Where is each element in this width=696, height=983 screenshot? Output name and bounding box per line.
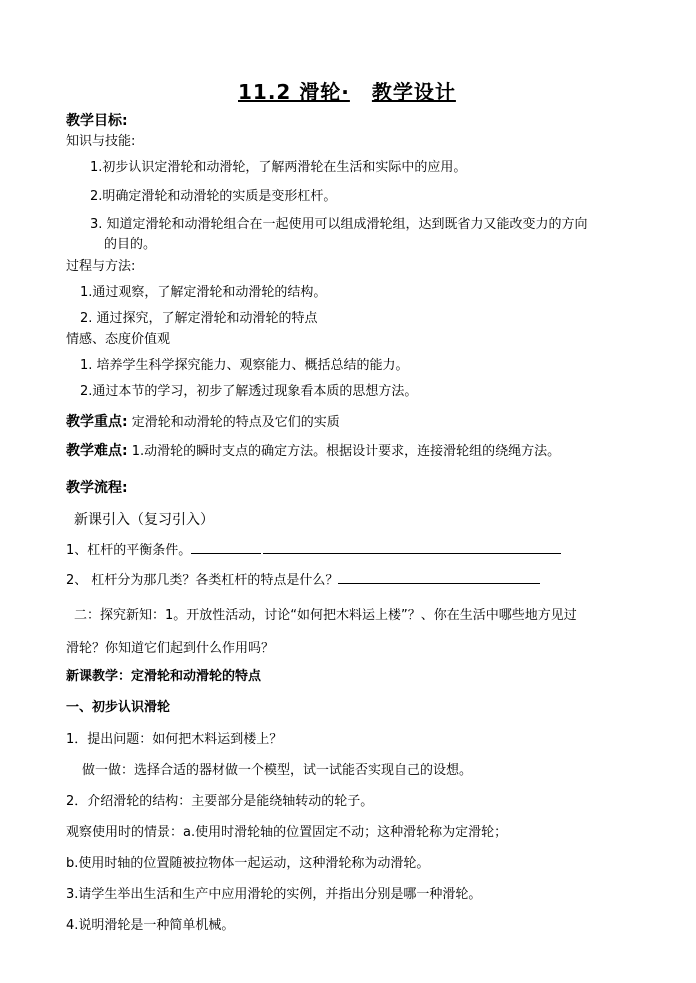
new-lesson-heading: 新课教学：定滑轮和动滑轮的特点 <box>66 669 262 684</box>
knowledge-item: 1.初步认识定滑轮和动滑轮，了解两滑轮在生活和实际中的应用。 <box>90 160 467 175</box>
knowledge-item: 2.明确定滑轮和动滑轮的实质是变形杠杆。 <box>90 189 337 204</box>
difficulty-label: 教学难点: <box>66 443 128 459</box>
flow-heading: 教学流程: <box>66 480 128 496</box>
answer-blank <box>263 540 561 554</box>
attitude-label: 情感、态度价值观 <box>66 332 171 347</box>
question-1-text: 1、杠杆的平衡条件。 <box>66 543 192 558</box>
knowledge-label: 知识与技能: <box>66 134 136 149</box>
process-label: 过程与方法: <box>66 259 136 274</box>
process-item: 2. 通过探究，了解定滑轮和动滑轮的特点 <box>80 311 318 326</box>
section-heading: 一、初步认识滑轮 <box>66 700 171 715</box>
flow-intro: 新课引入（复习引入） <box>74 512 214 528</box>
lesson-item: 4.说明滑轮是一种简单机械。 <box>66 918 235 933</box>
explore-line-1: 二：探究新知：1。开放性活动，讨论“如何把木料运上楼”？、你在生活中哪些地方见过 <box>74 608 577 623</box>
question-2 <box>66 570 540 590</box>
knowledge-item: 3. 知道定滑轮和动滑轮组合在一起使用可以组成滑轮组，达到既省力又能改变力的方向 <box>90 217 588 232</box>
attitude-item: 2.通过本节的学习，初步了解透过现象看本质的思想方法。 <box>80 384 418 399</box>
attitude-item: 1. 培养学生科学探究能力、观察能力、概括总结的能力。 <box>80 358 409 373</box>
difficulty <box>66 442 560 461</box>
lesson-item: b.使用时轴的位置随被拉物体一起运动，这种滑轮称为动滑轮。 <box>66 856 430 871</box>
key-point-label: 教学重点: <box>66 414 128 430</box>
lesson-item: 做一做：选择合适的器材做一个模型，试一试能否实现自己的设想。 <box>82 763 473 778</box>
objectives-heading: 教学目标: <box>66 113 128 129</box>
title-prefix: 11.2 滑轮· <box>238 80 350 104</box>
page-title <box>238 80 456 104</box>
knowledge-item: 的目的。 <box>104 237 157 252</box>
explore-line-2: 滑轮？你知道它们起到什么作用吗？ <box>66 641 275 656</box>
answer-blank <box>338 570 540 584</box>
process-item: 1.通过观察，了解定滑轮和动滑轮的结构。 <box>80 285 327 300</box>
lesson-item: 1．提出问题：如何把木料运到楼上？ <box>66 732 283 747</box>
answer-blank <box>191 540 261 554</box>
title-suffix: 教学设计 <box>371 80 456 104</box>
lesson-item: 观察使用时的情景：a.使用时滑轮轴的位置固定不动；这种滑轮称为定滑轮； <box>66 825 508 840</box>
question-1 <box>66 540 561 560</box>
key-point <box>66 413 340 432</box>
difficulty-text: 1.动滑轮的瞬时支点的确定方法。根据设计要求，连接滑轮组的绕绳方法。 <box>131 444 561 459</box>
lesson-item: 3.请学生举出生活和生产中应用滑轮的实例，并指出分别是哪一种滑轮。 <box>66 887 482 902</box>
key-point-text: 定滑轮和动滑轮的特点及它们的实质 <box>131 415 340 430</box>
lesson-item: 2．介绍滑轮的结构：主要部分是能绕轴转动的轮子。 <box>66 794 374 809</box>
question-2-text: 2、 杠杆分为那几类？各类杠杆的特点是什么？ <box>66 573 339 588</box>
